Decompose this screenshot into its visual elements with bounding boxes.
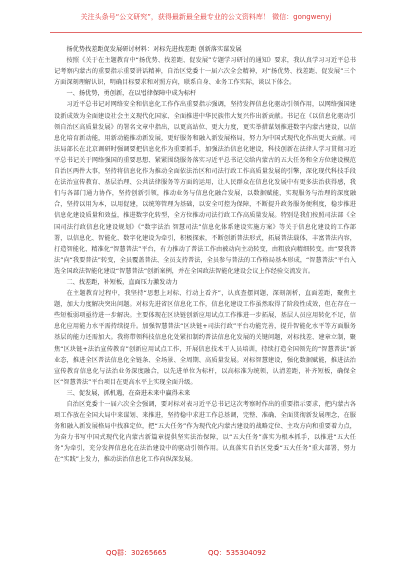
section-heading-1: 一、扬优势，勇创新，在以법律保障中成为标杆: [66, 90, 197, 98]
paragraph-section-3: 自治区党委十一届六次全会强调，要对标对表习近平总书记这次考察时作出的重要指示要求，把内蒙古各项工作放在全国大局中来谋划、来推进，坚持稳中求进工作总基调，完整、准确、全面贯彻新发展理念，在服务和融入新发展格局中找准定位，把“五大任务”作为现代化内蒙古建设的战略定位、主攻方向和重要着力点，为奋力书写中国式现代化内蒙古新篇章提供坚实法治保障，以“五大任务”落实为根本抓手，以推进“五大任务”为牵引，充分发挥信息化在法治建设中的驱动引领作用。认真落实自治区党委“五大任务”重大部署，努力在“实践”上发力，推动法治信息化工作向纵深发展。: [54, 401, 356, 464]
section-heading-3: 三、促发展，抓机遇，在奋进未来中赢得未来: [66, 389, 191, 397]
paragraph-section-2: 在主题教育过程中，我坚持“思想上对标、行动上看齐”，认真查摆问题，深刻剖析，直面差距，聚焦主题，加大力度解决突出问题。对标先进省区信息化工作，信息化建设工作虽然取得了阶段性成效，但在存在一些短板弱项亟待进一步解决。主要体现在区块链创新应用试点工作推进一步拓展，基层人员应用转化不足，信息化应用能力水平需持续提升。加强智慧普法“区块链+司法行政”平台功能完善，提升智能化水平等方面服务基层的能力还需加大。我将带领科技信息化处紧扣制约普法信息化发展的关键问题，对标找差、建章立制，聚焦“区块链+法治宣传教育”创新应用试点工作，开展信息技术干人员培训，持续打造全国领先的“智慧普法”新业态，推进全区普法信息化全链条、全场景、全周期、高质量发展。对标智慧建设，强化数据赋能，推进法治宣传教育信息化与法治业务深度融合，以先进单位为标杆，以高标准为统领，认清差距，补齐短板，确保全区“智慧普法”平台项目在更高水平上实现全面升级。: [54, 290, 356, 386]
paragraph-intro: 按照《关于在主题教育中“扬优势、找差距、促发展”专题学习研讨的通知》要求，我认真学习习近平总书记考察内蒙古的重要指示重要讲话精神，自治区党委十一届六次全会精神，对“扬优势、找差距、促发展”三个方面深刻理解认识，明确目标要求和对照方向，联系自身、业务工作实际，谈以下体会。: [54, 57, 356, 87]
promo-banner-link[interactable]: 关注头条号“公文研究”，获得最新最全最专业的公文资料库！ 微信：gongwenyj: [80, 13, 332, 21]
document-body: [54, 44, 356, 466]
paragraph-section-1: 习近平总书记对网络安全和信息化工作作出重要指示强调，坚持发挥信息化驱动引领作用，以网络强国建设新成效为全面建设社会主义现代化国家、全面推进中华民族伟大复兴作出新贡献。书记在《以信息化驱动引领自治区高质量发展》的署名文章中指出，以更高站位、更大力度，更实举措谋划推进数字内蒙古建设，以信息化培育新动能，用新动能推动新发展，更好服务和融入新发展格局，努力为中国式现代化作出更大贡献。司法局部长在北京调研时强调要把信息化作为重要抓手，加强法治信息化建设，科技创新在法律人学习贯彻习近平总书记关于网络强国的重要思想、紧紧围绕服务落实习近平总书记交给内蒙古的五大任务和全方位建设模范自治区两件大事，坚持将信息化作为推动全面依法治区和司法行政工作高质量发展的引擎，深化现代科技手段在法治宣传教育、基层治理、公共法律服务等方面的运用，让人民群众在信息化发展中有更多法治获得感，我们与各部门通力协作，坚持创新引领，推动业务与信息化融合发展，以数据赋能，实现服务与治理的深度融合，坚持以用为本，以用促建，以统筹管理为基础，以安全可控为保障，不断提升政务服务便利度，稳步推进信息化建设质量和效益，推进数字化转型，全方位推动司法行政工作高质量发展。特别是我们按照司法部《全国司法行政信息化建设规划》《“数字法治 智慧司法”信息化体系建设实施方案》等关于信息化建设的工作部署，以信息化、智能化、数字化建设为牵引，积极探索，不断创新普法形式，拓展普法载体，丰富普法内容，打造智能化、精准化“智慧普法”平台，有力推动了普法工作由被动向主动转变，由粗放向精细转变。由“要我普法”向“我要普法”转变，全员覆盖普法、全员支持普法，全员参与普法的工作格局基本形成，“智慧普法”平台入选全国政法智能化建设“智慧普法”创新案例，并在全国政法智能化建设会议上作经验交流发言。: [54, 101, 356, 275]
promo-banner: [50, 6, 362, 33]
section-heading-2: 二、找差距，补短板，直面压力激发动力: [66, 278, 178, 286]
document-title: 扬优势找差距促发展研讨材料：对标先进找差距 创新落实谋发展: [66, 46, 242, 53]
page-footer: [0, 548, 408, 568]
footer-qq-group: QQ群：30265665: [106, 549, 167, 557]
footer-qq-contact: QQ：535304092: [208, 549, 267, 557]
